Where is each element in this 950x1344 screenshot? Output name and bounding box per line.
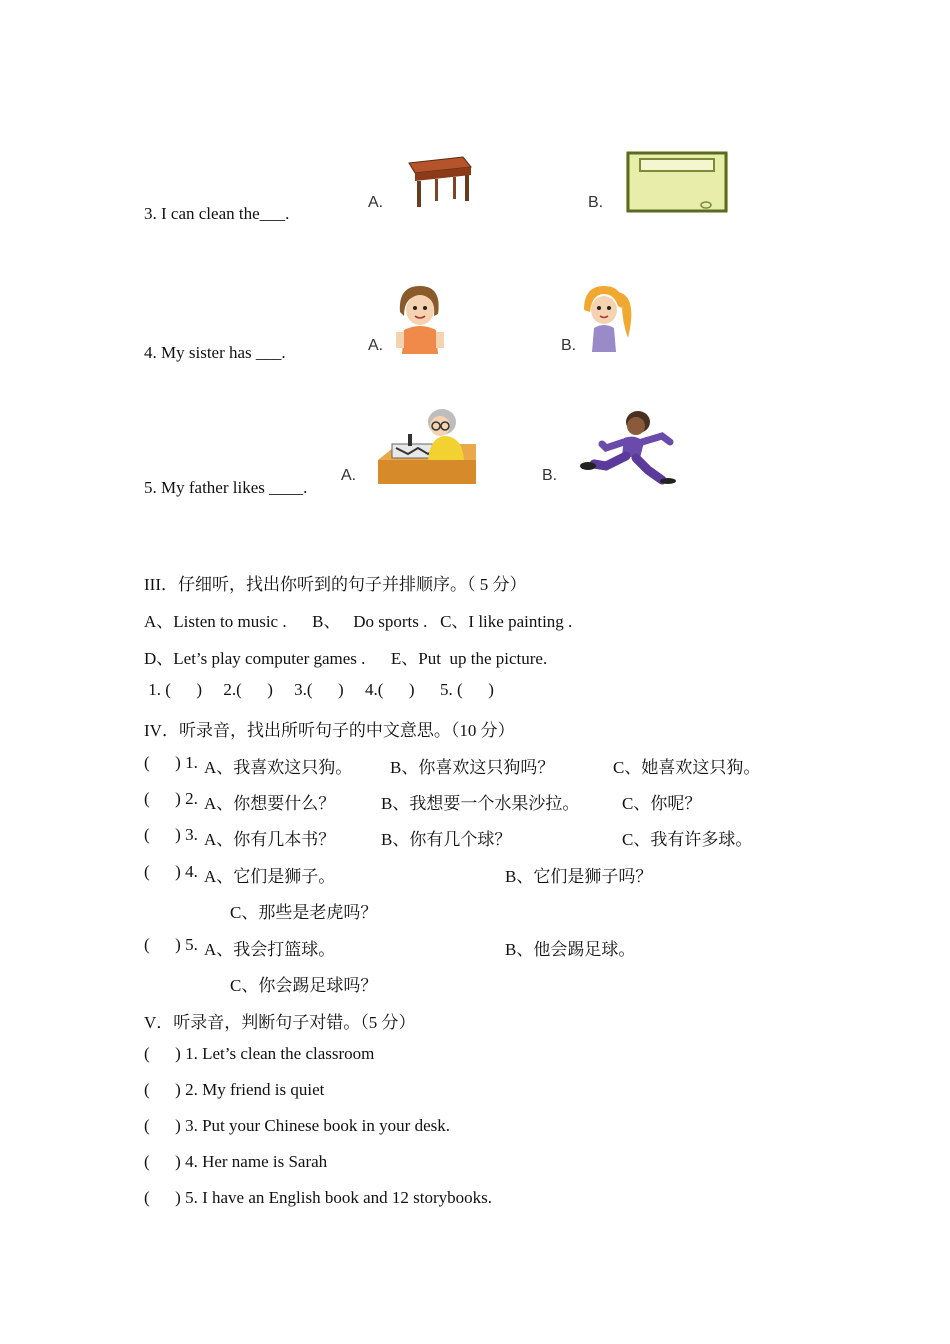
section4-q1-option-c: C、她喜欢这只狗。 <box>613 758 761 777</box>
section5-item-3[interactable]: ( ) 3. Put your Chinese book in your desk. <box>144 1116 450 1135</box>
section5-item-1[interactable]: ( ) 1. Let’s clean the classroom <box>144 1044 375 1063</box>
section3-options-line2: D、Let’s play computer games . E、Put up the picture. <box>144 649 548 668</box>
door-image[interactable] <box>626 153 728 211</box>
q3-text: 3. I can clean the___. <box>144 204 290 223</box>
section4-q3-option-c: C、我有许多球。 <box>622 830 753 849</box>
section4-q3-option-b: B、你有几个球？ <box>381 830 512 849</box>
desk-image[interactable] <box>405 155 475 210</box>
section4-q4-option-a: A、它们是狮子。 <box>204 867 336 886</box>
q5-option-b-label[interactable]: B. <box>542 467 558 484</box>
section4-q2-number[interactable]: ( ) 2. <box>144 789 198 808</box>
q5-text: 5. My father likes ____. <box>144 478 308 497</box>
section4-q1-option-a: A、我喜欢这只狗。 <box>204 758 353 777</box>
q3-option-a-label[interactable]: A. <box>368 194 384 211</box>
section4-q1-number[interactable]: ( ) 1. <box>144 753 198 772</box>
section5-item-5[interactable]: ( ) 5. I have an English book and 12 storybooks. <box>144 1188 492 1207</box>
section4-q2-option-b: B、我想要一个水果沙拉。 <box>381 794 580 813</box>
section4-q2-option-c: C、你呢？ <box>622 794 702 813</box>
section4-q5-number[interactable]: ( ) 5. <box>144 935 198 954</box>
section4-q5-option-a: A、我会打篮球。 <box>204 940 336 959</box>
boy-running-image[interactable] <box>578 408 682 484</box>
section5-heading: V．听录音，判断句子对错。（5 分） <box>144 1013 416 1032</box>
section4-q3-number[interactable]: ( ) 3. <box>144 825 198 844</box>
q5-option-a-label[interactable]: A. <box>341 467 357 484</box>
q3-option-b-label[interactable]: B. <box>588 194 604 211</box>
q4-text: 4. My sister has ___. <box>144 343 286 362</box>
section3-answer-blanks[interactable]: 1. ( ) 2.( ) 3.( ) 4.( ) 5. ( ) <box>144 680 494 699</box>
section5-item-2[interactable]: ( ) 2. My friend is quiet <box>144 1080 325 1099</box>
section5-item-4[interactable]: ( ) 4. Her name is Sarah <box>144 1152 328 1171</box>
section4-q5-option-c: C、你会踢足球吗？ <box>230 976 378 995</box>
section4-heading: IV．听录音，找出所听句子的中文意思。（10 分） <box>144 721 515 740</box>
man-painting-image[interactable] <box>378 404 476 484</box>
section4-q3-option-a: A、你有几本书？ <box>204 830 336 849</box>
girl-short-hair-image[interactable] <box>390 282 448 354</box>
section4-q4-number[interactable]: ( ) 4. <box>144 862 198 881</box>
section3-options-line1: A、Listen to music . B、 Do sports . C、I like painting . <box>144 612 573 631</box>
section4-q1-option-b: B、你喜欢这只狗吗？ <box>390 758 555 777</box>
q4-option-a-label[interactable]: A. <box>368 337 384 354</box>
section4-q4-option-c: C、那些是老虎吗？ <box>230 903 378 922</box>
section4-q2-option-a: A、你想要什么？ <box>204 794 336 813</box>
girl-ponytail-image[interactable] <box>578 282 638 352</box>
section3-heading: III．仔细听，找出你听到的句子并排顺序。（ 5 分） <box>144 575 527 594</box>
section4-q5-option-b: B、他会踢足球。 <box>505 940 636 959</box>
section4-q4-option-b: B、它们是狮子吗？ <box>505 867 653 886</box>
q4-option-b-label[interactable]: B. <box>561 337 577 354</box>
